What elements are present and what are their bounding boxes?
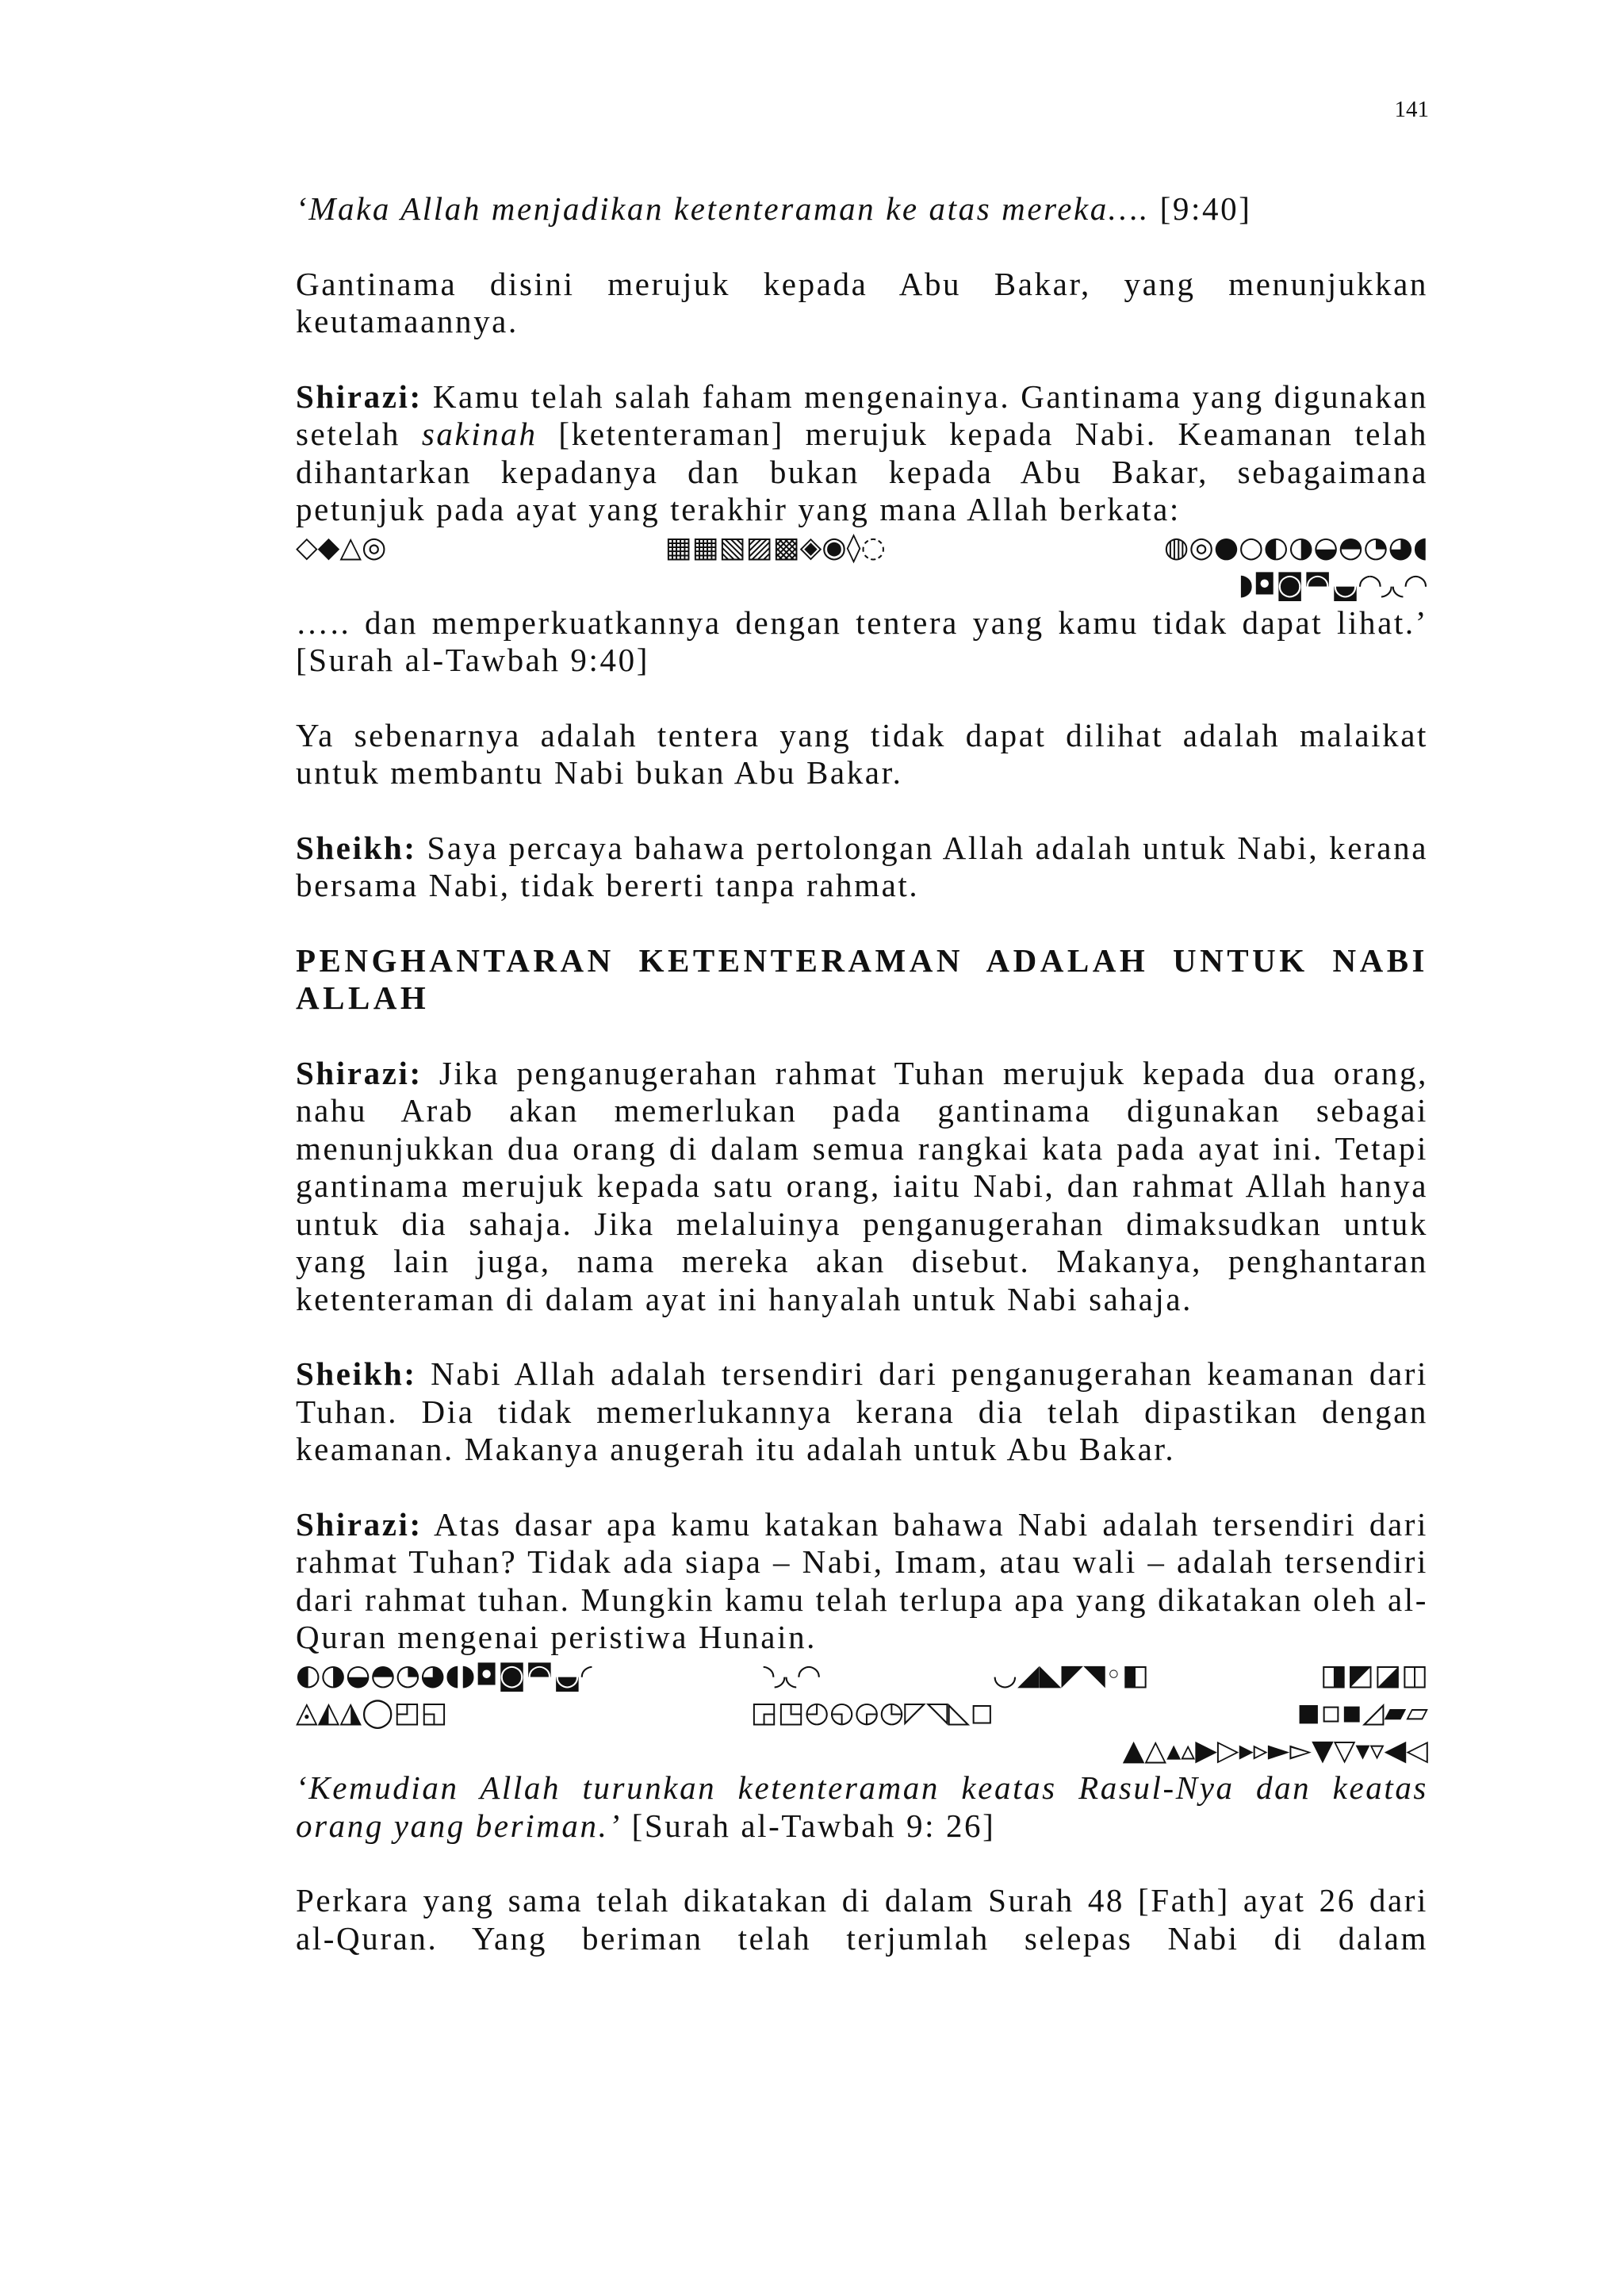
arabic-glyph-word: ◐◑◒◓◔◕◖◗◘◙◚◛◜: [296, 1658, 592, 1692]
verse-translation-9-26: [296, 1769, 1428, 1845]
speaker-label: Sheikh:: [296, 1355, 417, 1392]
page-body: [296, 190, 1428, 1995]
page-number: 141: [1394, 97, 1429, 122]
paragraph-verse-continuation: ….. dan memperkuatkannya dengan tentera yang kamu tidak dapat lihat.’ [Surah al-Tawbah 9:40]: [296, 604, 1428, 678]
arabic-glyph-word: ◼◽◾◿▰▱: [1297, 1696, 1428, 1729]
arabic-glyph-word: ◇◆△◎: [296, 531, 387, 564]
arabic-verse-line: [296, 1694, 1428, 1732]
verse-quote: ‘Kemudian Allah turunkan ketenteraman keatas Rasul-Nya dan keatas orang yang beriman.’: [296, 1769, 1428, 1844]
arabic-verse-line: [296, 529, 1428, 567]
verse-reference: [9:40]: [1149, 190, 1252, 227]
arabic-verse-line: [296, 1657, 1428, 1695]
paragraph-shirazi-sakinah: Shirazi: Kamu telah salah faham mengenainya. Gantinama yang digunakan setelah sakinah [ketenteraman] merujuk kepada Nabi. Keamanan telah dihantarkan kepadanya dan bukan kepada Abu Bakar, sebagaimana petunjuk pada ayat yang terakhir yang mana Allah berkata:: [296, 378, 1428, 527]
arabic-glyph-word: ◲◳◴◵◶◷◸◹◺◻: [750, 1696, 994, 1729]
paragraph-sheikh-exempt: Sheikh: Nabi Allah adalah tersendiri dari penganugerahan keamanan dari Tuhan. Dia tidak memerlukannya kerana dia telah dipastikan dengan keamanan. Makanya anugerah itu adalah untuk Abu Bakar.: [296, 1355, 1428, 1467]
arabic-verse-line: [296, 1732, 1428, 1770]
arabic-glyph-word: ◡◢◣◤◥◦◧: [992, 1658, 1150, 1692]
paragraph-angels: Ya sebenarnya adalah tentera yang tidak dapat dilihat adalah malaikat untuk membantu Nabi bukan Abu Bakar.: [296, 716, 1428, 791]
speaker-label: Shirazi:: [296, 1054, 423, 1091]
speaker-label: Sheikh:: [296, 829, 417, 866]
term-sakinah: sakinah: [421, 416, 538, 452]
arabic-glyph-word: ▲△▴▵▶▷▸▹►▻▼▽▾▿◀◁: [1122, 1734, 1428, 1767]
verse-translation-9-40: [296, 190, 1428, 228]
arabic-verse-line: [296, 566, 1428, 604]
paragraph-shirazi-hunain: Shirazi: Atas dasar apa kamu katakan bahawa Nabi adalah tersendiri dari rahmat Tuhan? Tidak ada siapa – Nabi, Imam, atau wali – adalah tersendiri dari rahmat tuhan. Mungkin kamu telah terlupa apa yang dikatakan oleh al-Quran mengenai peristiwa Hunain.: [296, 1505, 1428, 1655]
speaker-label: Shirazi:: [296, 1505, 423, 1543]
arabic-glyph-word: ◬◭◮◯◰◱: [296, 1696, 448, 1729]
arabic-glyph-word: ▦▦▧▨▩◈◉◊◌: [665, 531, 886, 564]
arabic-glyph-word: ◍◎●○◐◑◒◓◔◕◖: [1163, 531, 1428, 564]
paragraph-sheikh-help: Sheikh: Saya percaya bahawa pertolongan Allah adalah untuk Nabi, kerana bersama Nabi, tidak bererti tanpa rahmat.: [296, 829, 1428, 903]
verse-reference: [Surah al-Tawbah 9: 26]: [621, 1807, 996, 1844]
paragraph-pronoun-claim: Gantinama disini merujuk kepada Abu Bakar, yang menunjukkan keutamaannya.: [296, 265, 1428, 339]
paragraph-surah-fath: Perkara yang sama telah dikatakan di dalam Surah 48 [Fath] ayat 26 dari al-Quran. Yang beriman telah terjumlah selepas Nabi di dalam: [296, 1882, 1428, 1957]
speaker-label: Shirazi:: [296, 378, 423, 415]
arabic-glyph-word: ◨◩◪◫: [1320, 1658, 1428, 1692]
verse-quote: ‘Maka Allah menjadikan ketenteraman ke atas mereka….: [296, 190, 1150, 227]
arabic-glyph-word: ◗◘◙◚◛◜◝◞◟◠: [1238, 569, 1428, 601]
section-heading: PENGHANTARAN KETENTERAMAN ADALAH UNTUK NABI ALLAH: [296, 941, 1428, 1016]
paragraph-shirazi-grammar: Shirazi: Jika penganugerahan rahmat Tuhan merujuk kepada dua orang, nahu Arab akan memerlukan pada gantinama digunakan sebagai menunjukkan dua orang di dalam semua rangkai kata pada ayat ini. Tetapi gantinama merujuk kepada satu orang, iaitu Nabi, dan rahmat Allah hanya untuk dia sahaja. Jika melaluinya penganugerahan dimaksudkan untuk yang lain juga, nama mereka akan disebut. Makanya, penghantaran ketenteraman di dalam ayat ini hanyalah untuk Nabi sahaja.: [296, 1054, 1428, 1317]
arabic-glyph-word: ◝◞◟◠: [763, 1658, 822, 1692]
